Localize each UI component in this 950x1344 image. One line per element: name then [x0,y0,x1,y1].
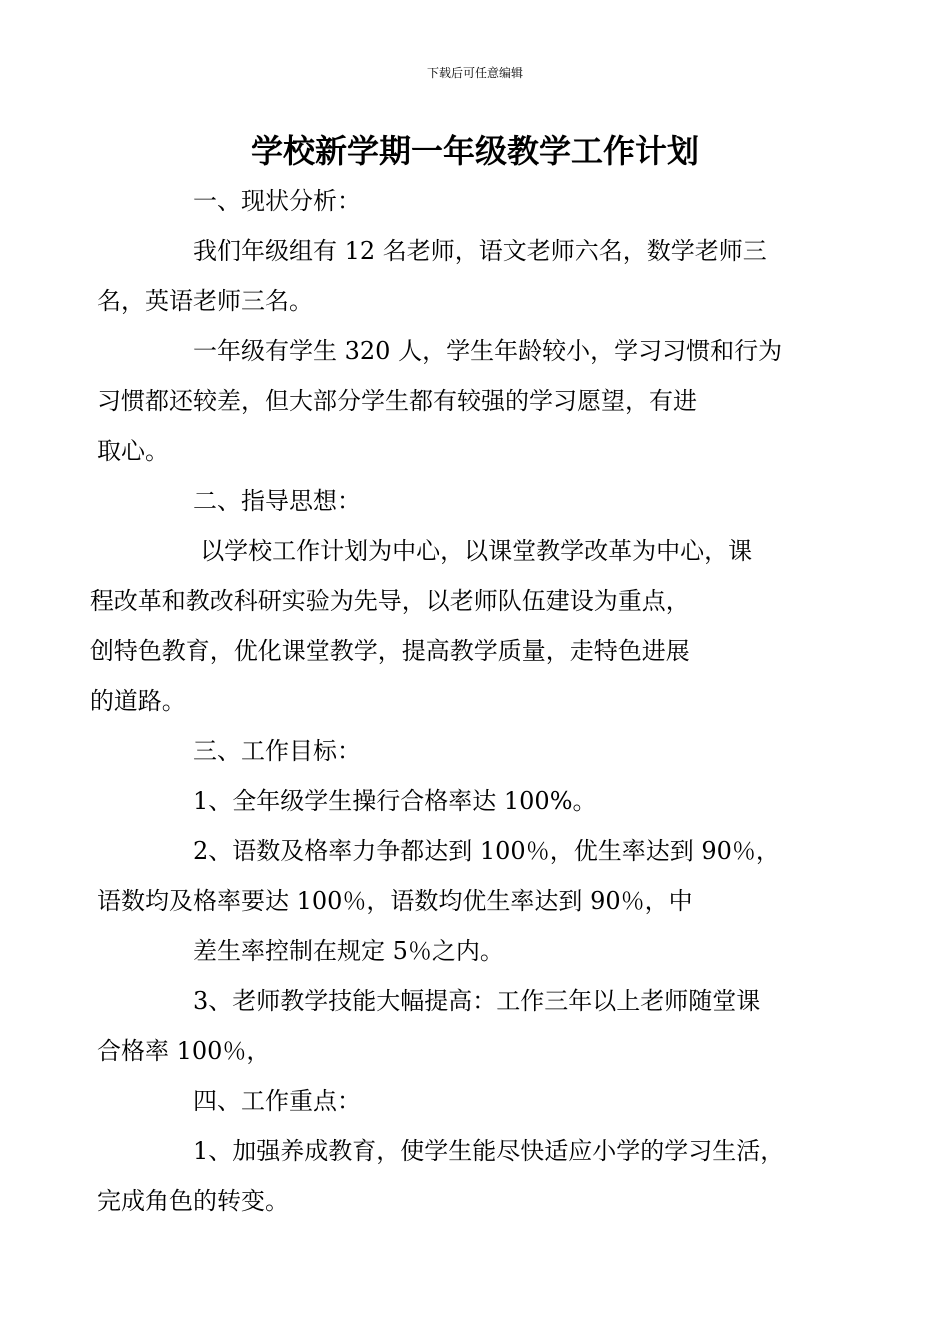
text-line: 3、老师教学技能大幅提高：工作三年以上老师随堂课 [193,987,761,1015]
text-line: 程改革和教改科研实验为先导，以老师队伍建设为重点， [89,587,690,615]
goal-item-2-continued [145,926,810,976]
section-heading-guiding-thought [145,476,810,526]
text-line: 二、指导思想： [193,487,361,515]
goal-item-3 [97,976,810,1076]
text-line: 一、现状分析： [193,187,361,215]
text-line: 1、加强养成教育，使学生能尽快适应小学的学习生活， [193,1137,785,1165]
text-line: 完成角色的转变。 [97,1187,289,1215]
text-line: 我们年级组有 12 名老师，语文老师六名，数学老师三 [193,237,767,265]
goal-item-2 [97,826,810,926]
text-line: 语数均及格率要达 100％，语数均优生率达到 90％，中 [97,887,693,915]
paragraph-student-situation [97,326,810,476]
text-line: 2、语数及格率力争都达到 100％，优生率达到 90％， [193,837,780,865]
text-line: 一年级有学生 320 人，学生年龄较小，学习习惯和行为 [193,337,783,365]
text-line: 差生率控制在规定 5％之内。 [193,937,504,965]
text-line: 以学校工作计划为中心，以课堂教学改革为中心，课 [200,537,753,565]
page-header-note: 下载后可任意编辑 [426,66,523,80]
text-line: 三、工作目标： [193,737,361,765]
text-line: 名，英语老师三名。 [97,287,313,315]
text-line: 的道路。 [89,687,186,715]
goal-item-1 [145,776,810,826]
text-line: 取心。 [97,437,169,465]
text-line: 习惯都还较差，但大部分学生都有较强的学习愿望，有进 [97,387,697,415]
text-line: 创特色教育，优化课堂教学，提高教学质量，走特色进展 [89,637,690,665]
paragraph-teacher-count [97,226,810,326]
document-title: 学校新学期一年级教学工作计划 [250,132,699,170]
section-heading-status-analysis [145,176,810,226]
section-heading-work-focus [145,1076,810,1126]
text-line: 1、全年级学生操行合格率达 100%。 [193,787,597,815]
text-line: 合格率 100％， [97,1037,271,1065]
text-line: 四、工作重点： [193,1087,361,1115]
section-heading-work-goals [145,726,810,776]
focus-item-1 [97,1126,810,1226]
paragraph-guiding-thought [89,526,810,726]
document-body [89,176,810,1226]
